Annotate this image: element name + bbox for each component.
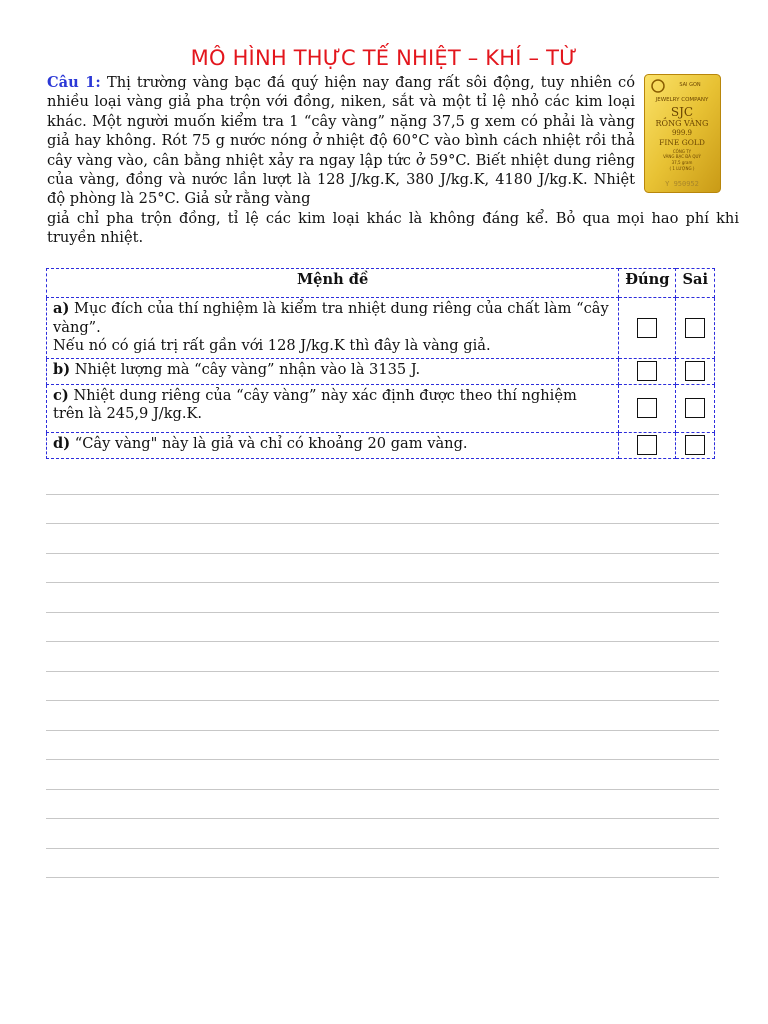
- gold-small1: CÔNG TY: [672, 149, 692, 154]
- answer-line: [46, 523, 719, 524]
- checkbox-a-true[interactable]: [637, 318, 657, 338]
- answer-line: [46, 641, 719, 642]
- answer-line: [46, 494, 719, 495]
- gold-logo: SJC: [670, 105, 694, 119]
- answer-line: [46, 553, 719, 554]
- statement-c-text: Nhiệt dung riêng của “cây vàng” này xác định được theo thí nghiệm trên là 245,9 J/kg.K.: [53, 386, 577, 422]
- statement-a-text: Mục đích của thí nghiệm là kiểm tra nhiệt dung riêng của chất làm “cây vàng”.: [53, 300, 609, 336]
- statement-a-text2: Nếu nó có giá trị rất gần với 128 J/kg.K thì đây là vàng giả.: [53, 337, 491, 354]
- answer-line: [46, 671, 719, 672]
- statement-d-text: “Cây vàng" này là giả và chỉ có khoảng 20 gam vàng.: [74, 434, 468, 452]
- answer-line: [46, 789, 719, 790]
- question-paragraph: [47, 73, 739, 248]
- header-true: Đúng: [619, 269, 676, 298]
- gold-bar-image: [644, 74, 721, 193]
- gold-purity: 999.9: [671, 129, 693, 137]
- table-row-a: [47, 298, 715, 359]
- header-statement: Mệnh đề: [47, 269, 619, 298]
- answer-line: [46, 818, 719, 819]
- gold-fine: FINE GOLD: [659, 138, 705, 147]
- question-text-wrapped: [47, 73, 635, 209]
- header-false: Sai: [676, 269, 715, 298]
- gold-name: RỒNG VÀNG: [655, 119, 709, 128]
- answer-line: [46, 730, 719, 731]
- checkbox-c-true[interactable]: [637, 398, 657, 418]
- checkbox-a-false[interactable]: [685, 318, 705, 338]
- statement-d: [47, 432, 619, 458]
- answer-line: [46, 582, 719, 583]
- statement-a-label: a): [53, 300, 70, 317]
- table-header-row: [47, 269, 715, 298]
- checkbox-c-false[interactable]: [685, 398, 705, 418]
- question-text-continued: giả chỉ pha trộn đồng, tỉ lệ các kim loại khác là không đáng kể. Bỏ qua mọi hao phí khi truyền nhiệt.: [47, 209, 739, 247]
- statements-table: [46, 268, 715, 459]
- checkbox-b-false[interactable]: [685, 361, 705, 381]
- gold-brand-line2: JEWELRY COMPANY: [655, 97, 709, 103]
- gold-weight: 37,5 gram: [671, 160, 693, 165]
- question-label: Câu 1:: [47, 74, 101, 91]
- gold-brand-line1: SAI GON: [679, 82, 701, 88]
- statement-a: [47, 298, 619, 359]
- statement-d-label: d): [53, 434, 71, 452]
- checkbox-d-false[interactable]: [685, 435, 705, 455]
- checkbox-d-true[interactable]: [637, 435, 657, 455]
- answer-line: [46, 759, 719, 760]
- answer-line: [46, 848, 719, 849]
- table-row-b: [47, 358, 715, 384]
- statement-c: [47, 384, 619, 432]
- answer-line: [46, 877, 719, 878]
- table-row-d: [47, 432, 715, 458]
- checkbox-b-true[interactable]: [637, 361, 657, 381]
- gold-small2: VÀNG BẠC ĐÁ QUÝ: [663, 154, 701, 159]
- page-title: MÔ HÌNH THỰC TẾ NHIỆT – KHÍ – TỪ: [190, 46, 578, 70]
- answer-line: [46, 700, 719, 701]
- statement-b-text: Nhiệt lượng mà “cây vàng” nhận vào là 3135 J.: [74, 360, 421, 378]
- statement-b: [47, 358, 619, 384]
- table-row-c: [47, 384, 715, 432]
- statement-b-label: b): [53, 360, 71, 378]
- answer-line: [46, 612, 719, 613]
- statement-c-label: c): [53, 386, 69, 404]
- gold-serial: Y 950952: [665, 180, 699, 188]
- question-body: Thị trường vàng bạc đá quý hiện nay đang rất sôi động, tuy nhiên có nhiều loại vàng giả pha trộn với đồng, niken, sắt và một tỉ lệ nhỏ các kim loại khác. Một người muốn kiểm tra 1 “cây vàng” nặng 37,5 g xem có phải là vàng giả hay không. Rót 75 g nước nóng ở nhiệt độ 60°C vào bình cách nhiệt rồi thả cây vàng vào, cân bằng nhiệt xảy ra ngay lập tức ở 59°C. Biết nhiệt dung riêng của vàng, đồng và nước lần lượt là 128 J/kg.K, 380 J/kg.K, 4180 J/kg.K. Nhiệt độ phòng là 25°C. Giả sử rằng vàng: [47, 74, 635, 208]
- gold-luong: ( 1 LƯỢNG ): [669, 166, 695, 171]
